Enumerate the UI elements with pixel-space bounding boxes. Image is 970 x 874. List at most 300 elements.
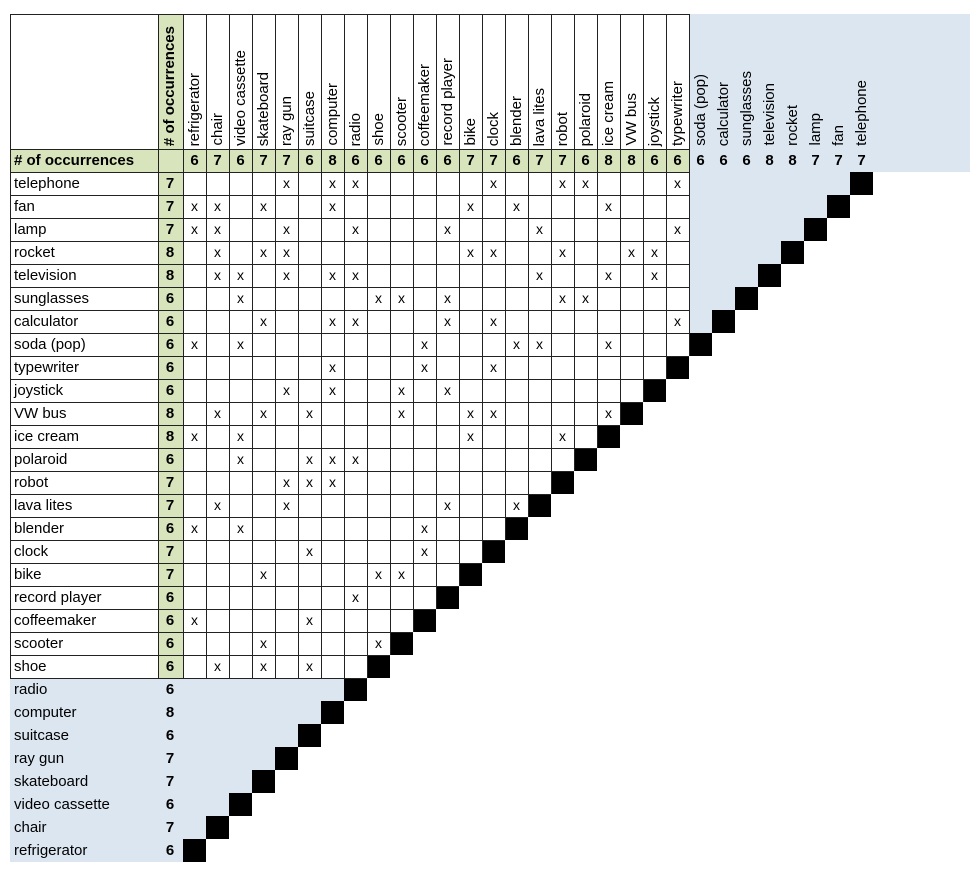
column-label: sunglasses: [738, 70, 755, 146]
column-header-suitcase: [298, 14, 321, 148]
diagonal-cell: [689, 333, 712, 356]
diagonal-cell: [413, 609, 436, 632]
row-label: fan: [14, 198, 35, 215]
grid-line-vertical: [10, 14, 11, 678]
column-header-lava-lites: [528, 14, 551, 148]
column-label: ray gun: [278, 95, 295, 146]
column-header-television: [758, 14, 781, 148]
column-label: typewriter: [669, 80, 686, 146]
cell-mark: x: [467, 244, 474, 260]
column-count: 7: [489, 152, 498, 169]
cell-mark: x: [214, 658, 221, 674]
cell-mark: x: [214, 244, 221, 260]
grid-line-vertical: [505, 14, 506, 540]
cell-mark: x: [421, 520, 428, 536]
row-label: clock: [14, 543, 49, 560]
cell-mark: x: [306, 612, 313, 628]
blue-fill-step: [689, 218, 804, 241]
column-header-robot: [551, 14, 574, 148]
row-count: 7: [165, 175, 175, 192]
cell-mark: x: [444, 290, 451, 306]
grid-line-vertical: [459, 14, 460, 586]
row-label: computer: [14, 704, 77, 721]
cell-mark: x: [352, 451, 359, 467]
cell-mark: x: [214, 221, 221, 237]
grid-line-vertical: [666, 14, 667, 379]
diagonal-cell: [850, 172, 873, 195]
column-count: 6: [236, 152, 245, 169]
cell-mark: x: [214, 198, 221, 214]
cell-mark: x: [283, 244, 290, 260]
row-count: 6: [165, 359, 175, 376]
cell-mark: x: [467, 198, 474, 214]
occurrences-column-label: [158, 14, 182, 148]
cell-mark: x: [513, 198, 520, 214]
row-label: chair: [14, 819, 47, 836]
column-label: scooter: [393, 96, 410, 146]
diagonal-cell: [367, 655, 390, 678]
cell-mark: x: [375, 635, 382, 651]
row-count: 7: [165, 198, 175, 215]
row-count: 7: [165, 474, 175, 491]
grid-line-vertical: [367, 14, 368, 678]
column-count: 7: [834, 152, 843, 169]
column-header-bike: [459, 14, 482, 148]
row-label: blender: [14, 520, 65, 537]
column-header-scooter: [390, 14, 413, 148]
column-header-shoe: [367, 14, 390, 148]
grid-line-horizontal: [10, 241, 689, 242]
diagonal-cell: [620, 402, 643, 425]
cell-mark: x: [329, 313, 336, 329]
row-count: 7: [165, 566, 175, 583]
cell-mark: x: [628, 244, 635, 260]
cell-mark: x: [444, 382, 451, 398]
cell-mark: x: [559, 290, 566, 306]
column-count: 6: [673, 152, 682, 169]
column-header-blender: [505, 14, 528, 148]
diagonal-cell: [574, 448, 597, 471]
cell-mark: x: [398, 566, 405, 582]
cell-mark: x: [283, 175, 290, 191]
row-label: soda (pop): [14, 336, 86, 353]
row-count: 6: [165, 658, 175, 675]
grid-line-horizontal: [10, 356, 689, 357]
cell-mark: x: [398, 382, 405, 398]
grid-line-horizontal: [10, 172, 689, 173]
column-header-soda-pop-: [689, 14, 712, 148]
row-label: ice cream: [14, 428, 80, 445]
column-header-clock: [482, 14, 505, 148]
diagonal-cell: [298, 724, 321, 747]
grid-line-horizontal: [10, 333, 689, 334]
diagonal-cell: [804, 218, 827, 241]
column-header-ice-cream: [597, 14, 620, 148]
column-count: 7: [811, 152, 820, 169]
cell-mark: x: [260, 313, 267, 329]
row-count: 6: [165, 681, 175, 698]
row-count: 6: [165, 796, 175, 813]
cell-mark: x: [237, 520, 244, 536]
column-header-lamp: [804, 14, 827, 148]
grid-line-horizontal: [10, 563, 482, 564]
cell-mark: x: [283, 382, 290, 398]
column-header-radio: [344, 14, 367, 148]
cell-mark: x: [329, 267, 336, 283]
cell-mark: x: [214, 405, 221, 421]
column-header-computer: [321, 14, 344, 148]
cell-mark: x: [214, 497, 221, 513]
row-label: calculator: [14, 313, 79, 330]
diagonal-cell: [390, 632, 413, 655]
grid-line-horizontal: [10, 310, 689, 311]
cell-mark: x: [467, 405, 474, 421]
blue-fill-step: [689, 241, 781, 264]
cell-mark: x: [260, 244, 267, 260]
column-header-sunglasses: [735, 14, 758, 148]
column-label: television: [761, 83, 778, 146]
cell-mark: x: [490, 405, 497, 421]
occurrences-column-label-text: # of occurrences: [161, 25, 178, 146]
cell-mark: x: [674, 313, 681, 329]
diagonal-cell: [206, 816, 229, 839]
cell-mark: x: [352, 267, 359, 283]
grid-line-vertical: [528, 14, 529, 517]
row-label: VW bus: [14, 405, 67, 422]
cell-mark: x: [605, 198, 612, 214]
column-count: 6: [581, 152, 590, 169]
cell-mark: x: [490, 313, 497, 329]
cell-mark: x: [260, 635, 267, 651]
column-count: 6: [420, 152, 429, 169]
column-label: computer: [324, 83, 341, 146]
row-count: 8: [165, 267, 175, 284]
column-header-telephone: [850, 14, 873, 148]
column-count: 8: [788, 152, 797, 169]
column-header-calculator: [712, 14, 735, 148]
cell-mark: x: [444, 221, 451, 237]
column-label: coffeemaker: [416, 63, 433, 146]
cell-mark: x: [260, 566, 267, 582]
grid-line-horizontal: [10, 586, 459, 587]
grid-line-vertical: [229, 14, 230, 678]
cell-mark: x: [283, 221, 290, 237]
diagonal-cell: [666, 356, 689, 379]
cell-mark: x: [490, 175, 497, 191]
column-count: 8: [328, 152, 337, 169]
column-label: video cassette: [232, 50, 249, 146]
cell-mark: x: [283, 497, 290, 513]
diagonal-cell: [321, 701, 344, 724]
cell-mark: x: [237, 267, 244, 283]
row-count: 7: [165, 221, 175, 238]
diagonal-cell: [781, 241, 804, 264]
cell-mark: x: [306, 658, 313, 674]
grid-line-horizontal: [10, 425, 620, 426]
row-count: 6: [165, 290, 175, 307]
row-count: 6: [165, 451, 175, 468]
cell-mark: x: [191, 428, 198, 444]
grid-line-vertical: [643, 14, 644, 402]
diagonal-cell: [551, 471, 574, 494]
blue-fill-step: [689, 264, 758, 287]
column-label: robot: [554, 111, 571, 146]
diagonal-cell: [735, 287, 758, 310]
column-header-rocket: [781, 14, 804, 148]
row-label: record player: [14, 589, 102, 606]
row-count: 7: [165, 750, 175, 767]
grid-line-horizontal: [10, 379, 666, 380]
column-count: 7: [259, 152, 268, 169]
cell-mark: x: [352, 175, 359, 191]
cell-mark: x: [444, 497, 451, 513]
column-count: 6: [374, 152, 383, 169]
row-count: 6: [165, 727, 175, 744]
column-label: clock: [485, 111, 502, 146]
cell-mark: x: [559, 175, 566, 191]
column-label: refrigerator: [186, 72, 203, 146]
grid-line-vertical: [298, 14, 299, 678]
grid-line-horizontal: [10, 632, 413, 633]
cell-mark: x: [352, 589, 359, 605]
column-label: soda (pop): [692, 74, 709, 146]
diagonal-cell: [597, 425, 620, 448]
column-header-vw-bus: [620, 14, 643, 148]
row-count: 6: [165, 589, 175, 606]
cell-mark: x: [674, 221, 681, 237]
row-label: rocket: [14, 244, 55, 261]
row-label: skateboard: [14, 773, 89, 790]
diagonal-cell: [229, 793, 252, 816]
cell-mark: x: [536, 336, 543, 352]
row-count: 6: [165, 336, 175, 353]
grid-line-vertical: [390, 14, 391, 655]
row-label: suitcase: [14, 727, 70, 744]
grid-line-vertical: [689, 14, 690, 356]
column-label: lamp: [807, 113, 824, 146]
row-label: lava lites: [14, 497, 73, 514]
row-count: 6: [165, 842, 175, 859]
grid-line-vertical: [206, 14, 207, 678]
grid-line-horizontal: [10, 655, 390, 656]
grid-line-horizontal: [10, 517, 528, 518]
diagonal-cell: [275, 747, 298, 770]
row-label: video cassette: [14, 796, 110, 813]
column-count: 7: [535, 152, 544, 169]
grid-line-horizontal: [10, 149, 689, 150]
cell-mark: x: [283, 267, 290, 283]
row-label: typewriter: [14, 359, 80, 376]
cell-mark: x: [582, 290, 589, 306]
column-count: 6: [512, 152, 521, 169]
row-count: 6: [165, 635, 175, 652]
row-count: 8: [165, 405, 175, 422]
cell-mark: x: [651, 244, 658, 260]
diagonal-cell: [827, 195, 850, 218]
cell-mark: x: [674, 175, 681, 191]
row-count: 7: [165, 773, 175, 790]
cell-mark: x: [191, 612, 198, 628]
grid-line-vertical: [344, 14, 345, 678]
grid-line-vertical: [252, 14, 253, 678]
diagonal-cell: [758, 264, 781, 287]
row-count: 6: [165, 612, 175, 629]
row-label: radio: [14, 681, 48, 698]
cell-mark: x: [237, 451, 244, 467]
column-count: 6: [443, 152, 452, 169]
cell-mark: x: [214, 267, 221, 283]
cell-mark: x: [260, 198, 267, 214]
row-label: television: [14, 267, 77, 284]
column-count: 6: [305, 152, 314, 169]
cell-mark: x: [421, 543, 428, 559]
column-header-refrigerator: [183, 14, 206, 148]
row-count: 8: [165, 244, 175, 261]
column-header-skateboard: [252, 14, 275, 148]
column-header-polaroid: [574, 14, 597, 148]
cell-mark: x: [329, 175, 336, 191]
column-label: blender: [508, 95, 525, 146]
cell-mark: x: [237, 290, 244, 306]
cell-mark: x: [375, 566, 382, 582]
diagonal-cell: [436, 586, 459, 609]
diagonal-cell: [459, 563, 482, 586]
cell-mark: x: [329, 474, 336, 490]
blue-fill-step: [689, 310, 712, 333]
diagonal-cell: [482, 540, 505, 563]
row-label: telephone: [14, 175, 80, 192]
cell-mark: x: [306, 405, 313, 421]
row-label: refrigerator: [14, 842, 88, 859]
row-label: ray gun: [14, 750, 65, 767]
cell-mark: x: [605, 336, 612, 352]
occurrences-row-label: # of occurrences: [14, 152, 135, 169]
cell-mark: x: [651, 267, 658, 283]
column-header-record-player: [436, 14, 459, 148]
column-count: 6: [650, 152, 659, 169]
grid-line-horizontal: [10, 540, 505, 541]
column-header-coffeemaker: [413, 14, 436, 148]
row-label: bike: [14, 566, 42, 583]
cell-mark: x: [375, 290, 382, 306]
cell-mark: x: [283, 474, 290, 490]
row-label: coffeemaker: [14, 612, 97, 629]
row-count: 7: [165, 543, 175, 560]
grid-line-horizontal: [10, 609, 436, 610]
row-count: 8: [165, 428, 175, 445]
column-count: 6: [397, 152, 406, 169]
row-label: lamp: [14, 221, 47, 238]
cell-mark: x: [605, 405, 612, 421]
diagonal-cell: [643, 379, 666, 402]
column-count: 8: [765, 152, 774, 169]
row-count: 6: [165, 313, 175, 330]
grid-line-vertical: [183, 14, 184, 678]
cell-mark: x: [191, 336, 198, 352]
column-count: 8: [604, 152, 613, 169]
cell-mark: x: [260, 405, 267, 421]
column-label: telephone: [853, 80, 870, 146]
grid-line-horizontal: [10, 264, 689, 265]
cell-mark: x: [513, 336, 520, 352]
cell-mark: x: [191, 520, 198, 536]
row-label: polaroid: [14, 451, 68, 468]
diagonal-cell: [252, 770, 275, 793]
grid-line-vertical: [551, 14, 552, 494]
column-header-video-cassette: [229, 14, 252, 148]
cell-mark: x: [490, 244, 497, 260]
column-label: lava lites: [531, 87, 548, 146]
blue-fill-step: [689, 287, 735, 310]
cell-mark: x: [513, 497, 520, 513]
cell-mark: x: [559, 244, 566, 260]
blue-fill-step: [689, 195, 827, 218]
column-count: 7: [282, 152, 291, 169]
row-label: joystick: [14, 382, 64, 399]
column-header-ray-gun: [275, 14, 298, 148]
cell-mark: x: [306, 474, 313, 490]
cell-mark: x: [352, 221, 359, 237]
grid-line-vertical: [436, 14, 437, 609]
cell-mark: x: [237, 428, 244, 444]
diagonal-cell: [505, 517, 528, 540]
column-label: chair: [209, 113, 226, 146]
cell-mark: x: [191, 198, 198, 214]
column-count: 7: [466, 152, 475, 169]
grid-line-vertical: [620, 14, 621, 425]
column-count: 7: [213, 152, 222, 169]
cell-mark: x: [536, 221, 543, 237]
column-count: 7: [558, 152, 567, 169]
grid-line-vertical: [275, 14, 276, 678]
cell-mark: x: [490, 359, 497, 375]
cell-mark: x: [329, 451, 336, 467]
blue-fill-step: [689, 172, 850, 195]
row-count: 8: [165, 704, 175, 721]
column-label: ice cream: [600, 80, 617, 146]
grid-line-horizontal: [10, 471, 574, 472]
grid-line-horizontal: [10, 218, 689, 219]
cell-mark: x: [467, 428, 474, 444]
column-count: 7: [857, 152, 866, 169]
column-count: 6: [696, 152, 705, 169]
column-count: 6: [351, 152, 360, 169]
cell-mark: x: [191, 221, 198, 237]
column-label: VW bus: [623, 93, 640, 146]
cell-mark: x: [398, 290, 405, 306]
cell-mark: x: [421, 359, 428, 375]
column-header-chair: [206, 14, 229, 148]
column-count: 6: [190, 152, 199, 169]
grid-line-horizontal: [10, 494, 551, 495]
column-label: skateboard: [255, 71, 272, 146]
grid-line-horizontal: [10, 448, 597, 449]
cell-mark: x: [306, 451, 313, 467]
cell-mark: x: [559, 428, 566, 444]
row-count: 6: [165, 520, 175, 537]
row-count: 6: [165, 382, 175, 399]
grid-line-vertical: [158, 14, 159, 678]
column-label: bike: [462, 118, 479, 146]
cell-mark: x: [237, 336, 244, 352]
column-label: fan: [830, 125, 847, 146]
cell-mark: x: [329, 382, 336, 398]
column-label: polaroid: [577, 92, 594, 146]
column-label: rocket: [784, 105, 801, 146]
grid-line-vertical: [482, 14, 483, 563]
row-label: sunglasses: [14, 290, 90, 307]
diagonal-cell: [712, 310, 735, 333]
